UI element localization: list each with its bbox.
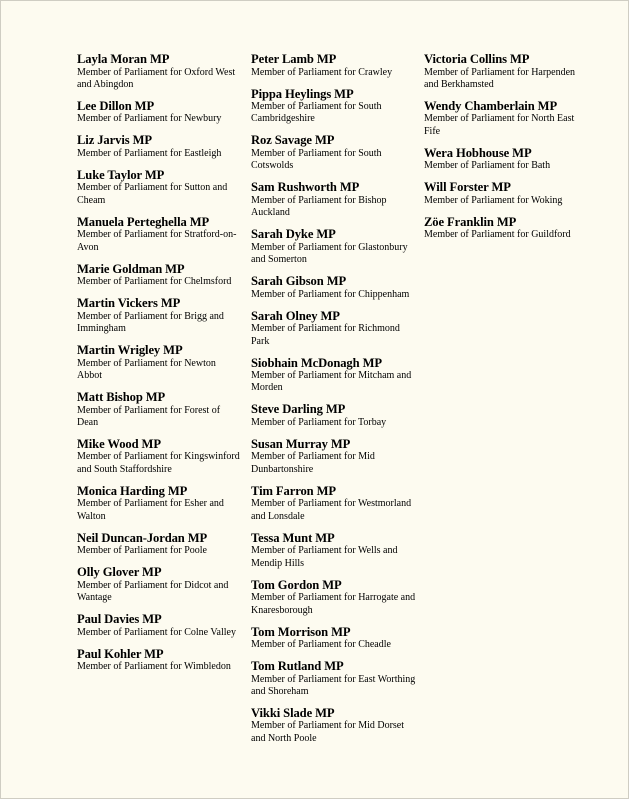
signatory-name: Peter Lamb MP: [251, 52, 337, 66]
signatory-constituency: Member of Parliament for Kingswinford and South Staffordshire: [77, 451, 240, 475]
signatory-entry: [77, 484, 242, 523]
signatory-entry: [77, 437, 242, 476]
signatory-name: Wendy Chamberlain MP: [424, 98, 558, 113]
signatory-constituency: Member of Parliament for Crawley: [251, 66, 393, 78]
signatory-constituency: Member of Parliament for Newton Abbot: [77, 357, 216, 382]
signatory-entry: [77, 215, 242, 254]
signatory-entry: [251, 180, 416, 219]
signatory-entry: [251, 133, 416, 172]
signatory-name: Wera Hobhouse MP: [424, 145, 532, 160]
signatory-name: Marie Goldman MP: [77, 261, 185, 276]
signatory-column-2: [251, 52, 416, 753]
signatory-constituency: Member of Parliament for Harpenden and Berkhamsted: [424, 66, 576, 90]
signatory-constituency: Member of Parliament for Bath: [424, 160, 551, 172]
signatory-name: Sam Rushworth MP: [251, 180, 360, 195]
signatory-name: Martin Wrigley MP: [77, 343, 183, 358]
signatory-name: Zöe Franklin MP: [424, 214, 517, 229]
signatory-entry: [251, 484, 416, 523]
signatory-entry: [251, 309, 416, 348]
signatory-name: Steve Darling MP: [251, 402, 346, 417]
signatory-entry: [424, 180, 589, 207]
signatory-constituency: Member of Parliament for Wimbledon: [77, 661, 231, 673]
signatory-name: Matt Bishop MP: [77, 390, 166, 405]
signatory-entry: [77, 52, 242, 91]
signatory-constituency: Member of Parliament for Chelmsford: [77, 276, 232, 288]
signatory-constituency: Member of Parliament for Chippenham: [251, 288, 410, 300]
signatory-name: Paul Kohler MP: [77, 646, 164, 661]
signatory-constituency: Member of Parliament for Guildford: [424, 229, 571, 241]
signatory-entry: [77, 262, 242, 289]
signatory-entry: [251, 437, 416, 476]
signatory-name: Olly Glover MP: [77, 565, 162, 580]
signatory-name: Sarah Olney MP: [251, 308, 340, 323]
signatory-entry: [251, 52, 416, 79]
signatory-entry: [251, 706, 416, 745]
signatory-entry: [77, 390, 242, 429]
signatory-name: Tom Morrison MP: [251, 624, 351, 639]
signatory-name: Pippa Heylings MP: [251, 86, 354, 101]
signatory-constituency: Member of Parliament for East Worthing and Shoreham: [251, 673, 416, 697]
signatory-constituency: Member of Parliament for Westmorland and Lonsdale: [251, 498, 412, 522]
signatory-entry: [77, 531, 242, 558]
signatory-entry: [251, 227, 416, 266]
signatory-constituency: Member of Parliament for Esher and Walton: [77, 498, 224, 522]
signatory-constituency: Member of Parliament for Stratford-on-Avon: [77, 229, 237, 253]
signatory-entry: [424, 146, 589, 173]
signatory-constituency: Member of Parliament for Woking: [424, 194, 563, 206]
signatory-entry: [77, 168, 242, 207]
signatory-constituency: Member of Parliament for South Cambridgeshire: [251, 101, 382, 125]
signatory-entry: [77, 296, 242, 335]
signatory-entry: [77, 647, 242, 674]
signatory-name: Siobhain McDonagh MP: [251, 355, 382, 370]
signatory-name: Roz Savage MP: [251, 133, 335, 148]
signatory-constituency: Member of Parliament for Poole: [77, 545, 207, 557]
signatory-name: Tom Rutland MP: [251, 659, 344, 674]
signatory-constituency: Member of Parliament for Oxford West and Abingdon: [77, 66, 236, 90]
signatory-name: Tom Gordon MP: [251, 577, 342, 592]
signatory-constituency: Member of Parliament for Mitcham and Morden: [251, 370, 412, 394]
signatory-name: Victoria Collins MP: [424, 52, 530, 66]
signatory-entry: [77, 612, 242, 639]
signatory-name: Manuela Perteghella MP: [77, 214, 210, 229]
signatory-name: Layla Moran MP: [77, 52, 170, 66]
signatory-entry: [77, 565, 242, 604]
signatory-entry: [251, 578, 416, 617]
signatory-constituency: Member of Parliament for Cheadle: [251, 639, 391, 651]
signatory-constituency: Member of Parliament for South Cotswolds: [251, 147, 382, 172]
signatory-constituency: Member of Parliament for Newbury: [77, 113, 222, 125]
signatory-entry: [251, 87, 416, 126]
signatory-entry: [251, 274, 416, 301]
signatory-entry: [77, 343, 242, 382]
signatory-entry: [77, 99, 242, 126]
signatory-constituency: Member of Parliament for Sutton and Cheam: [77, 182, 228, 206]
signatory-constituency: Member of Parliament for Richmond Park: [251, 323, 400, 347]
signatory-entry: [77, 133, 242, 160]
signatory-name: Mike Wood MP: [77, 436, 161, 451]
signatory-entry: [251, 402, 416, 429]
signatory-name: Tessa Munt MP: [251, 530, 335, 545]
signatory-entry: [424, 52, 589, 91]
signatory-entry: [251, 356, 416, 395]
signatory-name: Sarah Dyke MP: [251, 227, 336, 242]
signatory-entry: [424, 215, 589, 242]
signatory-entry: [251, 531, 416, 570]
signatory-name: Monica Harding MP: [77, 483, 188, 498]
signatory-constituency: Member of Parliament for Harrogate and Knaresborough: [251, 592, 416, 616]
signatory-constituency: Member of Parliament for Brigg and Immingham: [77, 310, 224, 335]
signatory-name: Liz Jarvis MP: [77, 133, 152, 148]
signatory-constituency: Member of Parliament for Colne Valley: [77, 626, 236, 638]
signatory-constituency: Member of Parliament for North East Fife: [424, 113, 575, 137]
signatory-constituency: Member of Parliament for Wells and Mendip Hills: [251, 545, 398, 569]
signatory-name: Paul Davies MP: [77, 612, 162, 627]
signatory-constituency: Member of Parliament for Bishop Auckland: [251, 194, 387, 219]
signatory-column-1: [77, 52, 242, 681]
signatory-name: Will Forster MP: [424, 180, 511, 195]
signatory-name: Vikki Slade MP: [251, 705, 335, 720]
signatory-name: Neil Duncan-Jordan MP: [77, 530, 208, 545]
signatory-name: Luke Taylor MP: [77, 167, 165, 182]
signatory-constituency: Member of Parliament for Didcot and Wantage: [77, 579, 229, 604]
signatory-column-3: [424, 52, 589, 249]
signatory-entry: [251, 659, 416, 698]
signatory-name: Sarah Gibson MP: [251, 274, 347, 289]
signatory-constituency: Member of Parliament for Eastleigh: [77, 147, 222, 159]
signatory-constituency: Member of Parliament for Torbay: [251, 416, 387, 428]
signatory-constituency: Member of Parliament for Mid Dorset and North Poole: [251, 720, 405, 744]
signatory-constituency: Member of Parliament for Mid Dunbartonshire: [251, 451, 375, 475]
signatory-name: Martin Vickers MP: [77, 296, 181, 311]
signatory-entry: [424, 99, 589, 138]
signatory-constituency: Member of Parliament for Forest of Dean: [77, 404, 221, 428]
signatory-name: Susan Murray MP: [251, 436, 351, 451]
signatory-constituency: Member of Parliament for Glastonbury and Somerton: [251, 241, 408, 266]
signatory-name: Tim Farron MP: [251, 483, 336, 498]
signatory-name: Lee Dillon MP: [77, 98, 155, 113]
signatory-entry: [251, 625, 416, 652]
